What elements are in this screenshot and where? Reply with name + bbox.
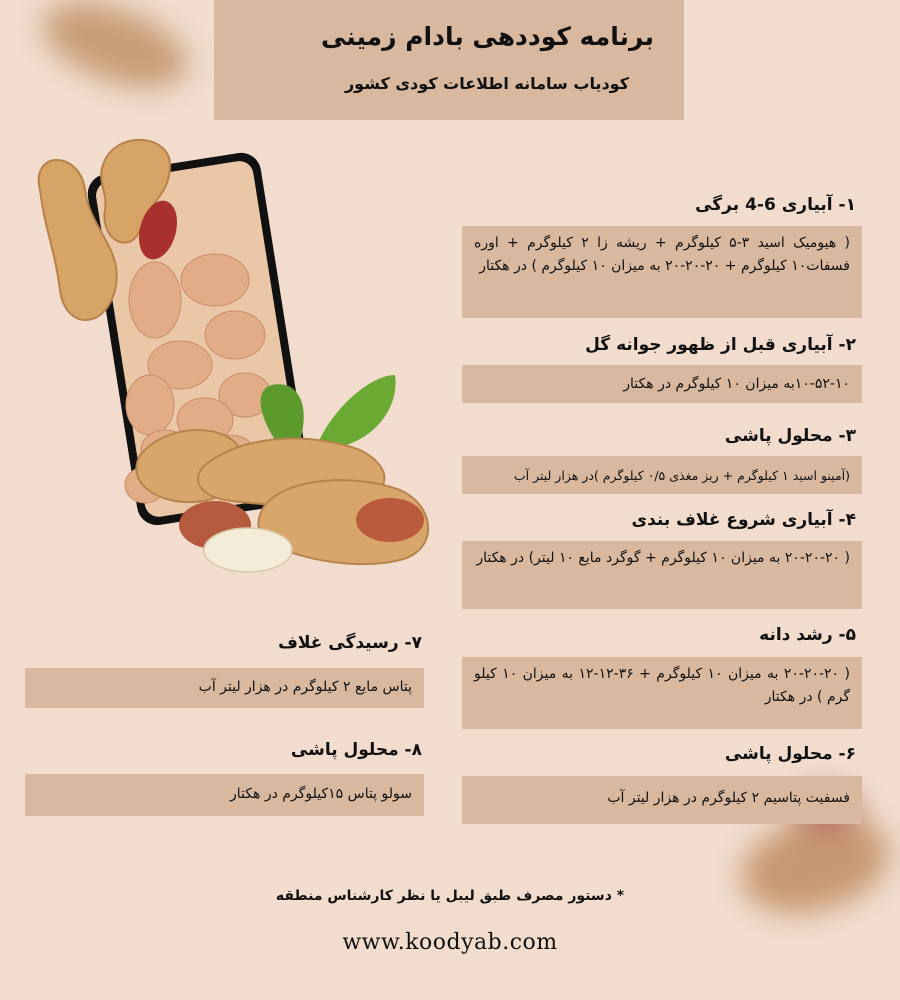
step-3-heading: ۳- محلول پاشی (724, 426, 856, 446)
step-5-heading: ۵- رشد دانه (759, 625, 856, 645)
step-7-heading: ۷- رسیدگی غلاف (278, 633, 422, 653)
step-4-detail: ( ۲۰-۲۰-۲۰ به میزان ۱۰ کیلوگرم + گوگرد مایع ۱۰ لیتر) در هکتار (462, 541, 862, 609)
phone-with-peanuts-image (30, 130, 440, 590)
step-2-heading: ۲- آبیاری قبل از ظهور جوانه گل (585, 335, 856, 355)
step-4-heading: ۴- آبیاری شروع غلاف بندی (631, 510, 856, 530)
step-7-detail: پتاس مایع ۲ کیلوگرم در هزار لیتر آب (25, 668, 424, 708)
step-1-detail: ( هیومیک اسید ۳-۵ کیلوگرم + ریشه زا ۲ کیلوگرم + اوره فسفات۱۰ کیلوگرم + ۲۰-۲۰-۲۰ به میزان ۱۰ کیلوگرم ) در هکتار (462, 226, 862, 318)
step-1-heading: ۱- آبیاری 6-4 برگی (695, 195, 856, 215)
step-6-heading: ۶- محلول پاشی (724, 744, 856, 764)
step-3-detail: (آمینو اسید ۱ کیلوگرم + ریز مغذی ۰/۵ کیلوگرم )در هزار لیتر آب (462, 456, 862, 494)
usage-note: * دستور مصرف طبق لیبل یا نظر کارشناس منطقه (275, 888, 625, 904)
step-2-detail: ۱۰-۵۲-۱۰به میزان ۱۰ کیلوگرم در هکتار (462, 365, 862, 403)
page-subtitle: کودیاب سامانه اطلاعات کودی کشور (344, 74, 629, 93)
page-title: برنامه کوددهی بادام زمینی (320, 22, 654, 51)
step-8-heading: ۸- محلول پاشی (290, 740, 422, 760)
step-8-detail: سولو پتاس ۱۵کیلوگرم در هکتار (25, 774, 424, 816)
step-6-detail: فسفیت پتاسیم ۲ کیلوگرم در هزار لیتر آب (462, 776, 862, 824)
title-banner (214, 0, 684, 120)
website-link[interactable]: www.koodyab.com (342, 930, 558, 955)
step-5-detail: ( ۲۰-۲۰-۲۰ به میزان ۱۰ کیلوگرم + ۳۶-۱۲-۱۲ به میزان ۱۰ کیلو گرم ) در هکتار (462, 657, 862, 729)
blurred-peanut-decoration (33, 0, 198, 104)
